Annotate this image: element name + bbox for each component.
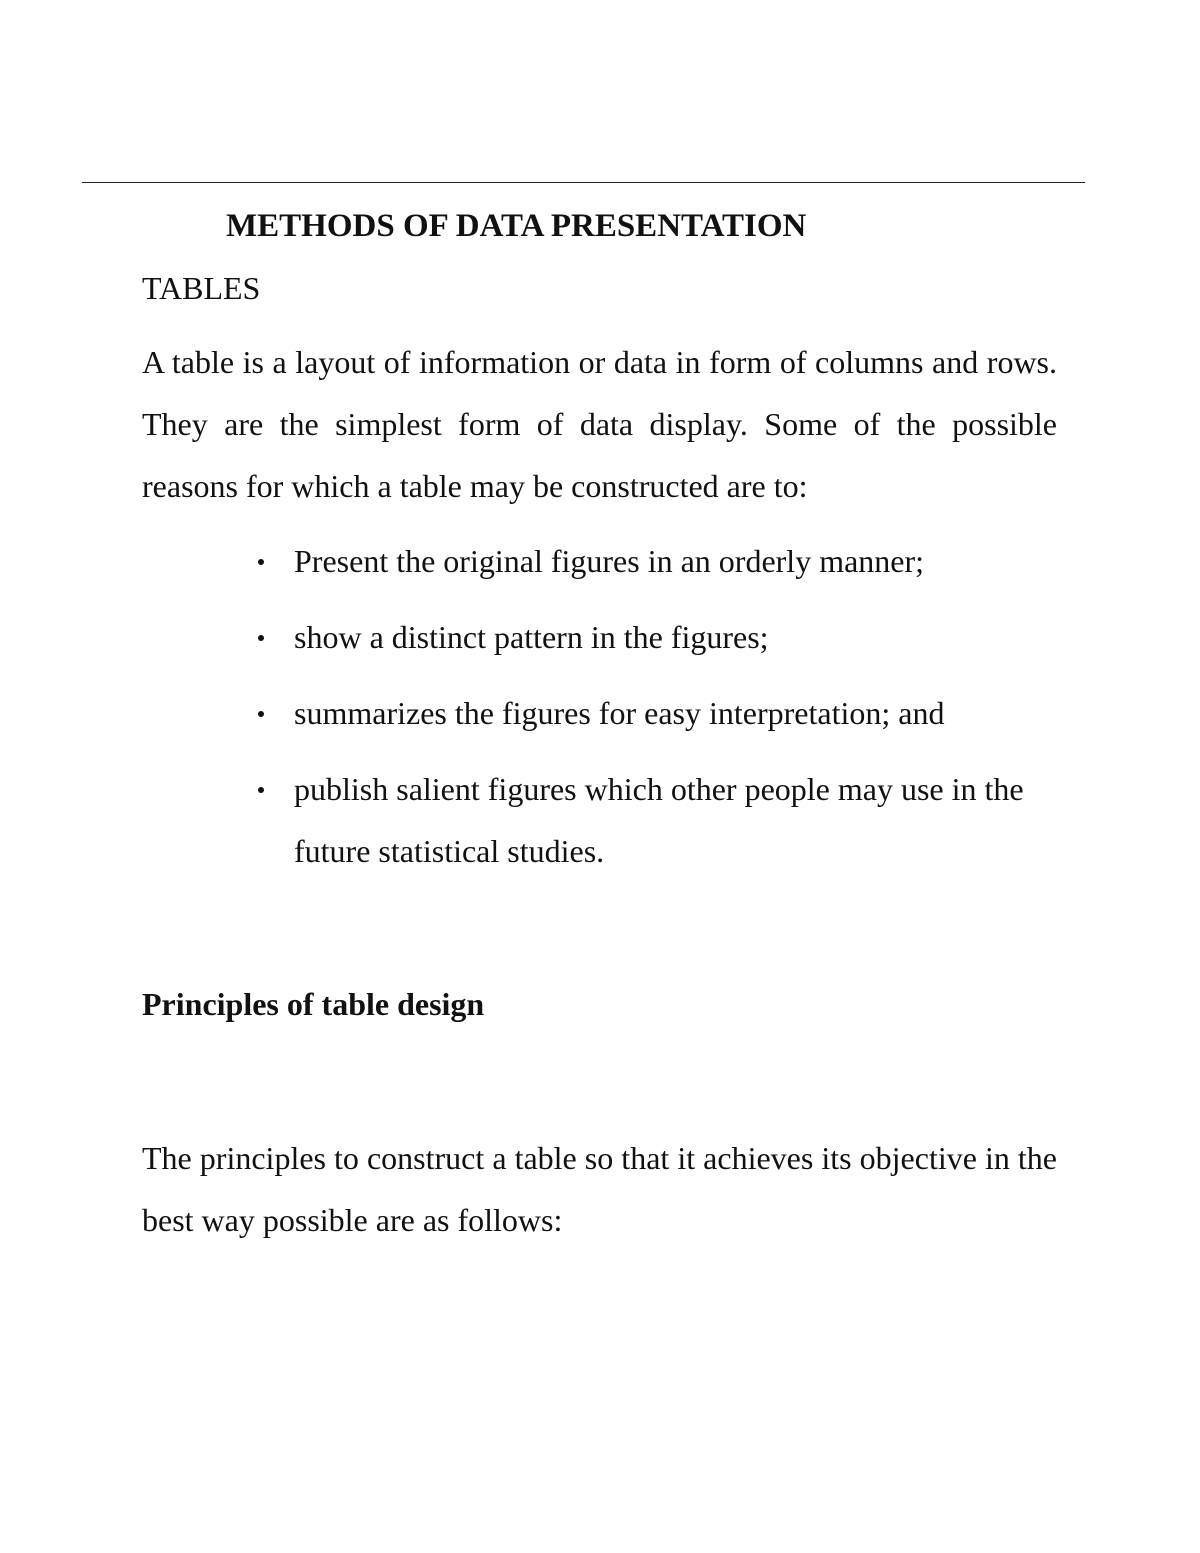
list-item bbox=[256, 682, 1057, 744]
bullet-icon bbox=[258, 559, 264, 565]
page-title: METHODS OF DATA PRESENTATION bbox=[226, 208, 807, 244]
list-item-text: Present the original figures in an orderly manner; bbox=[294, 543, 925, 579]
header-divider bbox=[82, 182, 1085, 183]
intro-paragraph: A table is a layout of information or data in form of columns and rows. They are the simplest form of data display. Some of the possible reasons for which a table may be constructed are to: bbox=[142, 344, 1057, 504]
list-item-text: publish salient figures which other people may use in the future statistical studies. bbox=[294, 771, 1024, 869]
list-item-text: show a distinct pattern in the figures; bbox=[294, 619, 769, 655]
list-item bbox=[256, 606, 1057, 668]
bullet-icon bbox=[258, 635, 264, 641]
reasons-list bbox=[256, 530, 1057, 896]
list-item bbox=[256, 758, 1057, 882]
list-item bbox=[256, 530, 1057, 592]
bullet-icon bbox=[258, 787, 264, 793]
principles-heading: Principles of table design bbox=[142, 986, 485, 1022]
list-item-text: summarizes the figures for easy interpretation; and bbox=[294, 695, 945, 731]
section-label-tables: TABLES bbox=[142, 270, 261, 306]
principles-paragraph: The principles to construct a table so that it achieves its objective in the best way possible are as follows: bbox=[142, 1140, 1057, 1238]
bullet-icon bbox=[258, 711, 264, 717]
